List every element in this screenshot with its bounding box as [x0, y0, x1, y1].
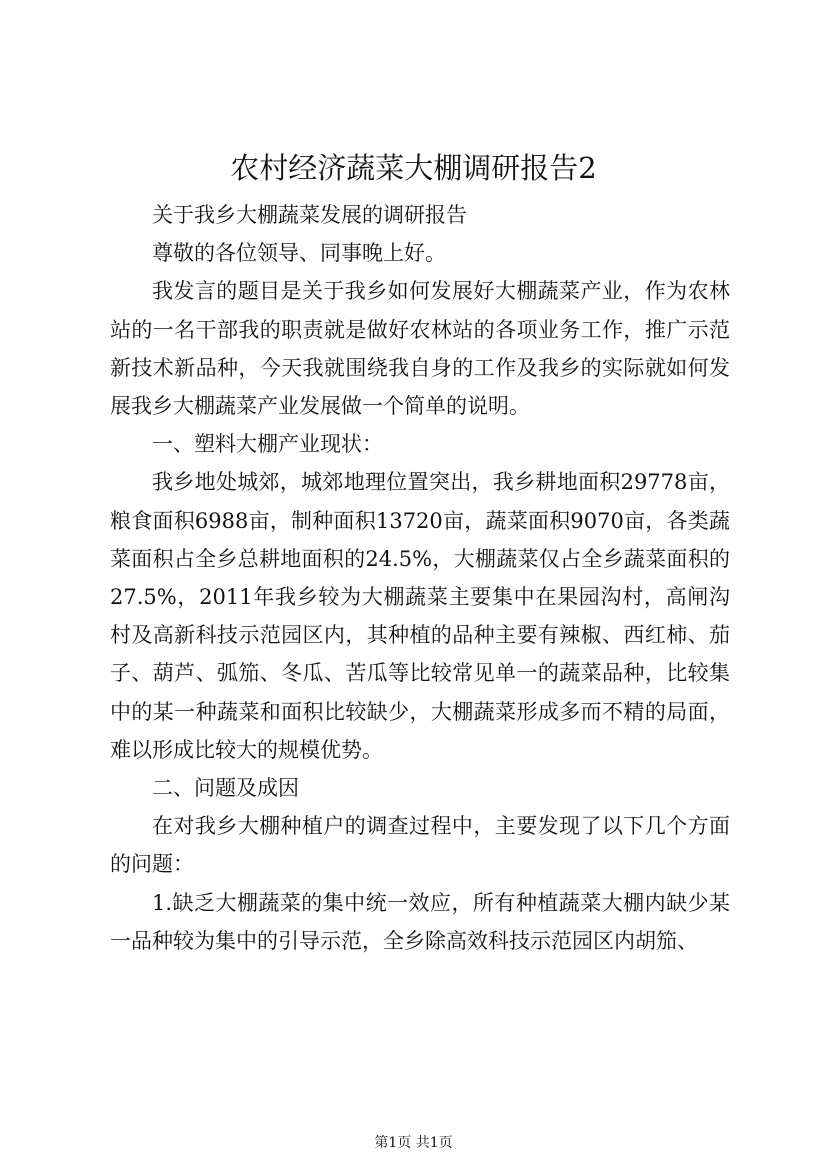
document-body — [110, 196, 730, 960]
paragraph-survey: 在对我乡大棚种植户的调查过程中，主要发现了以下几个方面的问题： — [110, 814, 730, 877]
paragraph-status: 我乡地处城郊，城郊地理位置突出，我乡耕地面积29778亩，粮食面积6988亩，制种面积13720亩，蔬菜面积9070亩，各类蔬菜面积占全乡总耕地面积的24.5%，大棚蔬菜仅占全乡蔬菜面积的27.5%，2011年我乡较为大棚蔬菜主要集中在果园沟村，高闸沟村及高新科技示范园区内，其种植的品种主要有辣椒、西红柿、茄子、葫芦、弧笳、冬瓜、苦瓜等比较常见单一的蔬菜品种，比较集中的某一种蔬菜和面积比较缺少，大棚蔬菜形成多而不精的局面，难以形成比较大的规模优势。 — [110, 470, 730, 762]
paragraph-subtitle: 关于我乡大棚蔬菜发展的调研报告 — [152, 203, 467, 227]
paragraph-intro: 我发言的题目是关于我乡如何发展好大棚蔬菜产业，作为农林站的一名干部我的职责就是做好农林站的各项业务工作，推广示范新技术新品种，今天我就围绕我自身的工作及我乡的实际就如何发展我乡大棚蔬菜产业发展做一个简单的说明。 — [110, 279, 730, 419]
section-heading-problems: 二、问题及成因 — [152, 776, 299, 801]
page-footer: 第1页 共1页 — [374, 1135, 453, 1151]
paragraph-problem-1: 1.缺乏大棚蔬菜的集中统一效应，所有种植蔬菜大棚内缺少某一品种较为集中的引导示范，全乡除高效科技示范园区内胡笳、 — [110, 890, 730, 953]
paragraph-greeting: 尊敬的各位领导、同事晚上好。 — [152, 241, 446, 266]
section-heading-status: 一、塑料大棚产业现状： — [152, 432, 383, 457]
document-title: 农村经济蔬菜大棚调研报告2 — [230, 151, 597, 185]
